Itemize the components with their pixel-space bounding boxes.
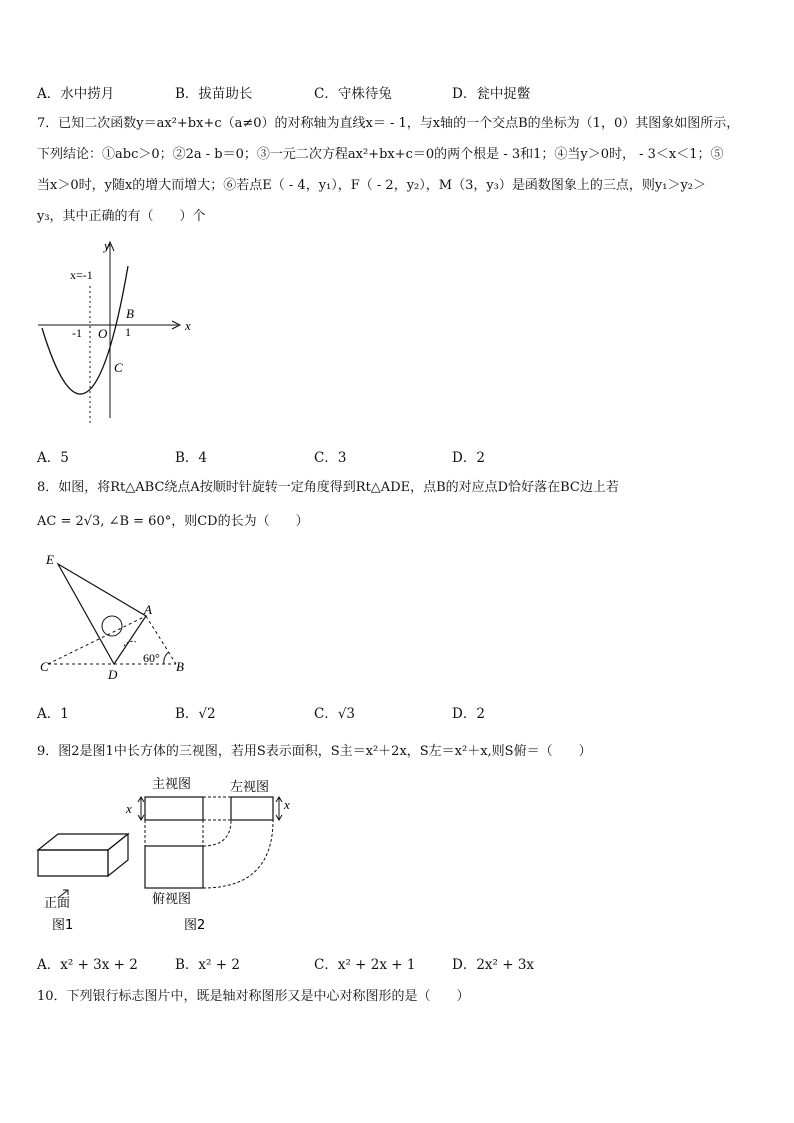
q7-y-axis-label: y: [104, 238, 110, 253]
q8-option-c: C．√3: [314, 706, 356, 722]
q9-option-c: C．x² + 2x + 1: [314, 957, 416, 973]
q7-option-a: A．5: [37, 450, 69, 466]
q8-point-a-label: A: [144, 602, 152, 617]
q9-option-b: B．x² + 2: [175, 957, 240, 973]
q7-origin-label: O: [98, 326, 108, 341]
q8-point-b-label: B: [176, 659, 184, 674]
q9-figure-1-caption: 图1: [52, 918, 74, 933]
q8-point-c-label: C: [40, 659, 49, 674]
q9-left-x-label: x: [284, 797, 290, 812]
q9-option-a: A．x² + 3x + 2: [37, 957, 138, 973]
q8-option-b: B．√2: [175, 706, 216, 722]
q6-option-a: A．水中捞月: [37, 86, 115, 102]
q9-left-view-label: 左视图: [230, 780, 270, 795]
q9-option-d: D．2x² + 3x: [452, 957, 535, 973]
q7-symmetry-label: x=-1: [70, 268, 93, 282]
q9-stem-line-1: 9．图2是图1中长方体的三视图，若用S表示面积，S主＝x²＋2x，S左＝x²＋x,则S俯＝（ ）: [37, 744, 592, 759]
q7-parabola-graph: [30, 236, 200, 431]
q9-front-label: 正面: [44, 896, 71, 911]
q7-x-axis-label: x: [185, 318, 191, 333]
q10-stem-line-1: 10．下列银行标志图片中，既是轴对称图形又是中心对称图形的是（ ）: [37, 989, 470, 1004]
q9-top-view-label: 俯视图: [152, 892, 192, 907]
q7-one-label: 1: [125, 325, 131, 339]
q6-option-b: B．拔苗助长: [175, 86, 253, 102]
q9-figure-2-caption: 图2: [184, 918, 206, 933]
q7-option-b: B．4: [175, 450, 208, 466]
q7-minus-one-label: -1: [72, 326, 82, 340]
q8-triangle-figure: [36, 548, 196, 683]
q8-point-e-label: E: [46, 552, 54, 567]
q8-stem-line-2: AC = 2√3, ∠B = 60°，则CD的长为（ ）: [37, 514, 309, 529]
q8-stem-line-1: 8．如图，将Rt△ABC绕点A按顺时针旋转一定角度得到Rt△ADE，点B的对应点D恰好落在BC边上若: [37, 480, 619, 495]
q9-front-x-label: x: [126, 801, 132, 816]
q7-stem-line-2: 下列结论：①abc＞0；②2a - b＝0；③一元二次方程ax²+bx+c＝0的两个根是 - 3和1；④当y＞0时， - 3＜x＜1；⑤: [37, 147, 724, 162]
q9-front-view-label: 主视图: [152, 777, 192, 792]
q7-option-c: C．3: [314, 450, 347, 466]
q8-option-d: D．2: [452, 706, 485, 722]
q7-stem-line-4: y₃，其中正确的有（ ）个: [37, 209, 206, 224]
q9-three-views-figure: [30, 772, 310, 937]
q8-option-a: A．1: [37, 706, 69, 722]
q7-point-c-label: C: [114, 360, 123, 375]
q8-angle-label: 60°: [143, 651, 160, 665]
q6-option-c: C．守株待兔: [314, 86, 392, 102]
q7-stem-line-3: 当x＞0时，y随x的增大而增大；⑥若点E（ - 4，y₁），F（ - 2，y₂），M（3，y₃）是函数图象上的三点，则y₁＞y₂＞: [37, 178, 707, 193]
q7-stem-line-1: 7．已知二次函数y＝ax²+bx+c（a≠0）的对称轴为直线x＝ - 1，与x轴的一个交点B的坐标为（1，0）其图象如图所示，: [37, 116, 740, 131]
q6-option-d: D．瓮中捉鳖: [452, 86, 531, 102]
q8-point-d-label: D: [108, 667, 118, 682]
q7-point-b-label: B: [126, 306, 134, 321]
q7-option-d: D．2: [452, 450, 485, 466]
